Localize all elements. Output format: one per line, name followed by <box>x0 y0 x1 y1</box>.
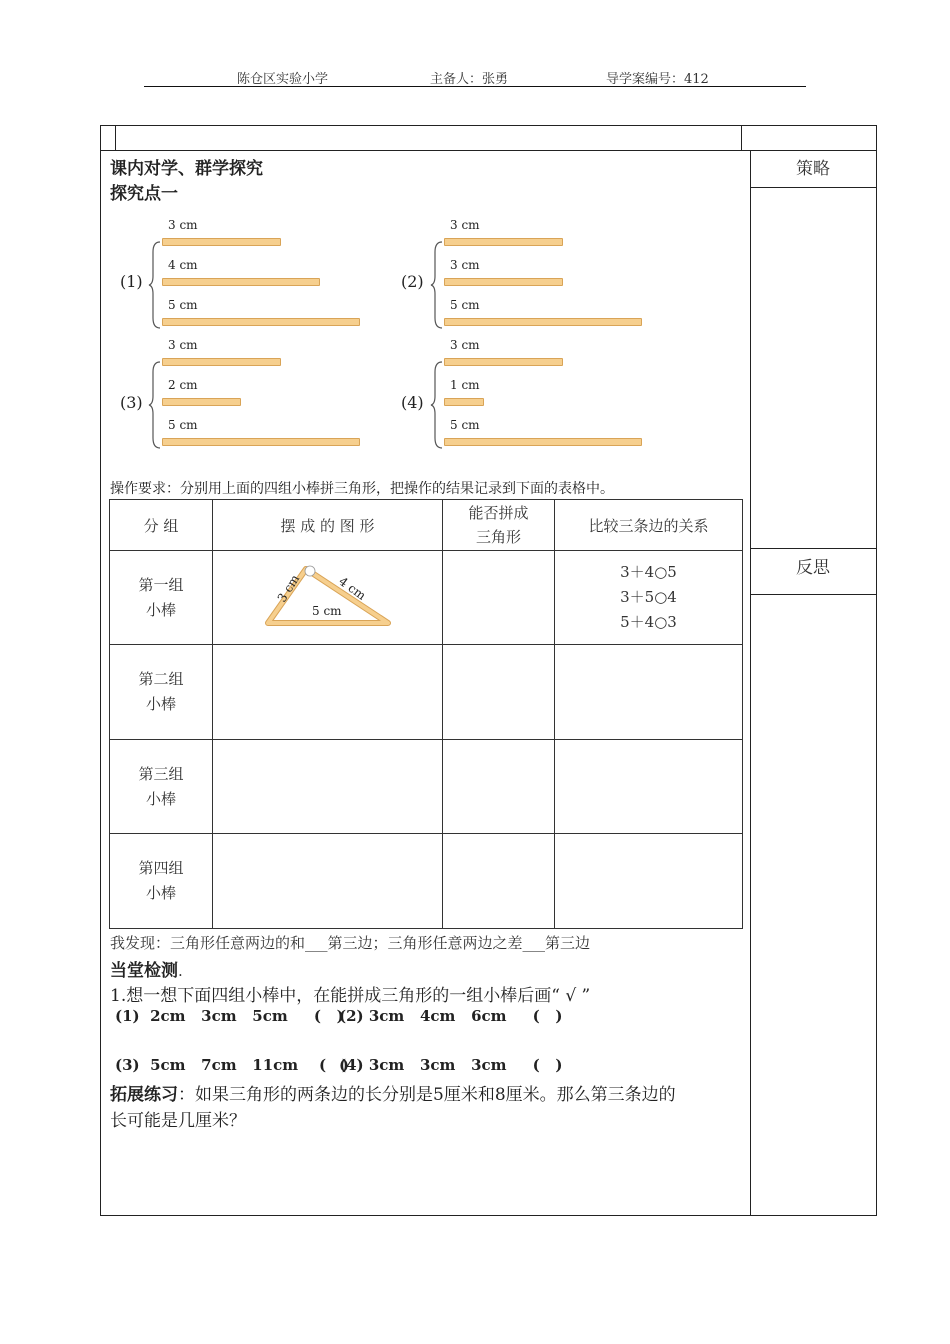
extension-line-2: 长可能是几厘米？ <box>110 1111 246 1131</box>
record-table <box>109 499 743 929</box>
relation-cell: 3＋4○5 3＋5○4 5＋4○3 <box>555 551 743 645</box>
stick-length-label: 3 cm <box>168 338 198 352</box>
stick-length-label: 5 cm <box>168 418 198 432</box>
header-shape: 摆 成 的 图 形 <box>213 500 443 551</box>
stick-length-label: 4 cm <box>168 258 198 272</box>
shape-cell[interactable] <box>213 834 443 929</box>
stick-bar <box>162 238 281 246</box>
stick-group-label: (4) <box>401 393 424 412</box>
section-title: 课内对学、群学探究 <box>110 159 263 179</box>
stick-length-label: 5 cm <box>450 418 480 432</box>
stick-groups <box>0 0 950 460</box>
stick-length-label: 1 cm <box>450 378 480 392</box>
stick-bar <box>444 358 563 366</box>
can-form-cell[interactable] <box>443 551 555 645</box>
stick-bar <box>162 278 320 286</box>
triangle-bottom-label: 5 cm <box>311 603 342 618</box>
stick-bar <box>162 358 281 366</box>
operation-instruction: 操作要求：分别用上面的四组小棒拼三角形，把操作的结果记录到下面的表格中。 <box>110 481 614 497</box>
option-row-1b: (2) 3cm 4cm 6cm ( ) <box>339 1007 563 1025</box>
stick-length-label: 5 cm <box>168 298 198 312</box>
stick-length-label: 3 cm <box>450 338 480 352</box>
shape-cell[interactable] <box>213 740 443 834</box>
option-row-1a: (1) 2cm 3cm 5cm ( ) <box>115 1007 344 1025</box>
stick-length-label: 3 cm <box>450 258 480 272</box>
brace-icon <box>148 360 162 450</box>
stick-bar <box>162 318 360 326</box>
stick-bar <box>162 438 360 446</box>
stick-group-label: (3) <box>120 393 143 412</box>
stick-bar <box>444 238 563 246</box>
relation-cell[interactable] <box>555 834 743 929</box>
stick-group-label: (1) <box>120 272 143 291</box>
option-row-2b: (4) 3cm 3cm 3cm ( ) <box>339 1056 563 1074</box>
check-title: 当堂检测 <box>110 961 178 981</box>
extension-line-1: 拓展练习：如果三角形的两条边的长分别是5厘米和8厘米。那么第三条边的 <box>110 1085 676 1105</box>
reflection-heading: 反思 <box>750 548 876 595</box>
can-form-cell[interactable] <box>443 834 555 929</box>
header-can-form: 能否拼成 三角形 <box>443 500 555 551</box>
triangle-left-label: 3 cm <box>274 571 302 605</box>
table-row <box>110 551 743 645</box>
can-form-cell[interactable] <box>443 740 555 834</box>
question-1: 1.想一想下面四组小棒中，在能拼成三角形的一组小棒后画“ √ ” <box>110 986 591 1006</box>
stick-bar <box>444 398 484 406</box>
table-row <box>110 740 743 834</box>
table-row <box>110 645 743 740</box>
stick-length-label: 5 cm <box>450 298 480 312</box>
group-cell: 第四组 小棒 <box>110 834 213 929</box>
triangle-figure <box>258 561 398 631</box>
triangle-figure-cell <box>213 551 443 645</box>
group-cell: 第二组 小棒 <box>110 645 213 740</box>
group-cell: 第一组 小棒 <box>110 551 213 645</box>
plan-number: 导学案编号：412 <box>606 72 709 87</box>
strategy-heading: 策略 <box>750 151 876 188</box>
discovery-line: 我发现：三角形任意两边的和___第三边；三角形任意两边之差___第三边 <box>110 934 591 952</box>
relation-cell[interactable] <box>555 645 743 740</box>
stick-bar <box>162 398 241 406</box>
brace-icon <box>430 360 444 450</box>
preparer: 主备人：张勇 <box>430 72 509 87</box>
extension-label: 拓展练习 <box>110 1085 178 1105</box>
school-name: 陈仓区实验小学 <box>237 72 329 87</box>
brace-icon <box>148 240 162 330</box>
stick-length-label: 3 cm <box>168 218 198 232</box>
stick-group-label: (2) <box>401 272 424 291</box>
stick-bar <box>444 278 563 286</box>
triangle-right-label: 4 cm <box>335 573 368 603</box>
table-row <box>110 834 743 929</box>
stick-length-label: 3 cm <box>450 218 480 232</box>
can-form-cell[interactable] <box>443 645 555 740</box>
brace-icon <box>430 240 444 330</box>
group-cell: 第三组 小棒 <box>110 740 213 834</box>
relation-cell[interactable] <box>555 740 743 834</box>
stick-bar <box>444 438 642 446</box>
option-row-2a: (3) 5cm 7cm 11cm ( ) <box>115 1056 349 1074</box>
stick-length-label: 2 cm <box>168 378 198 392</box>
header-relation: 比较三条边的关系 <box>555 500 743 551</box>
shape-cell[interactable] <box>213 645 443 740</box>
stick-bar <box>444 318 642 326</box>
header-group: 分 组 <box>110 500 213 551</box>
section-subtitle: 探究点一 <box>110 184 178 204</box>
check-title-wrap: 当堂检测. <box>110 961 183 981</box>
